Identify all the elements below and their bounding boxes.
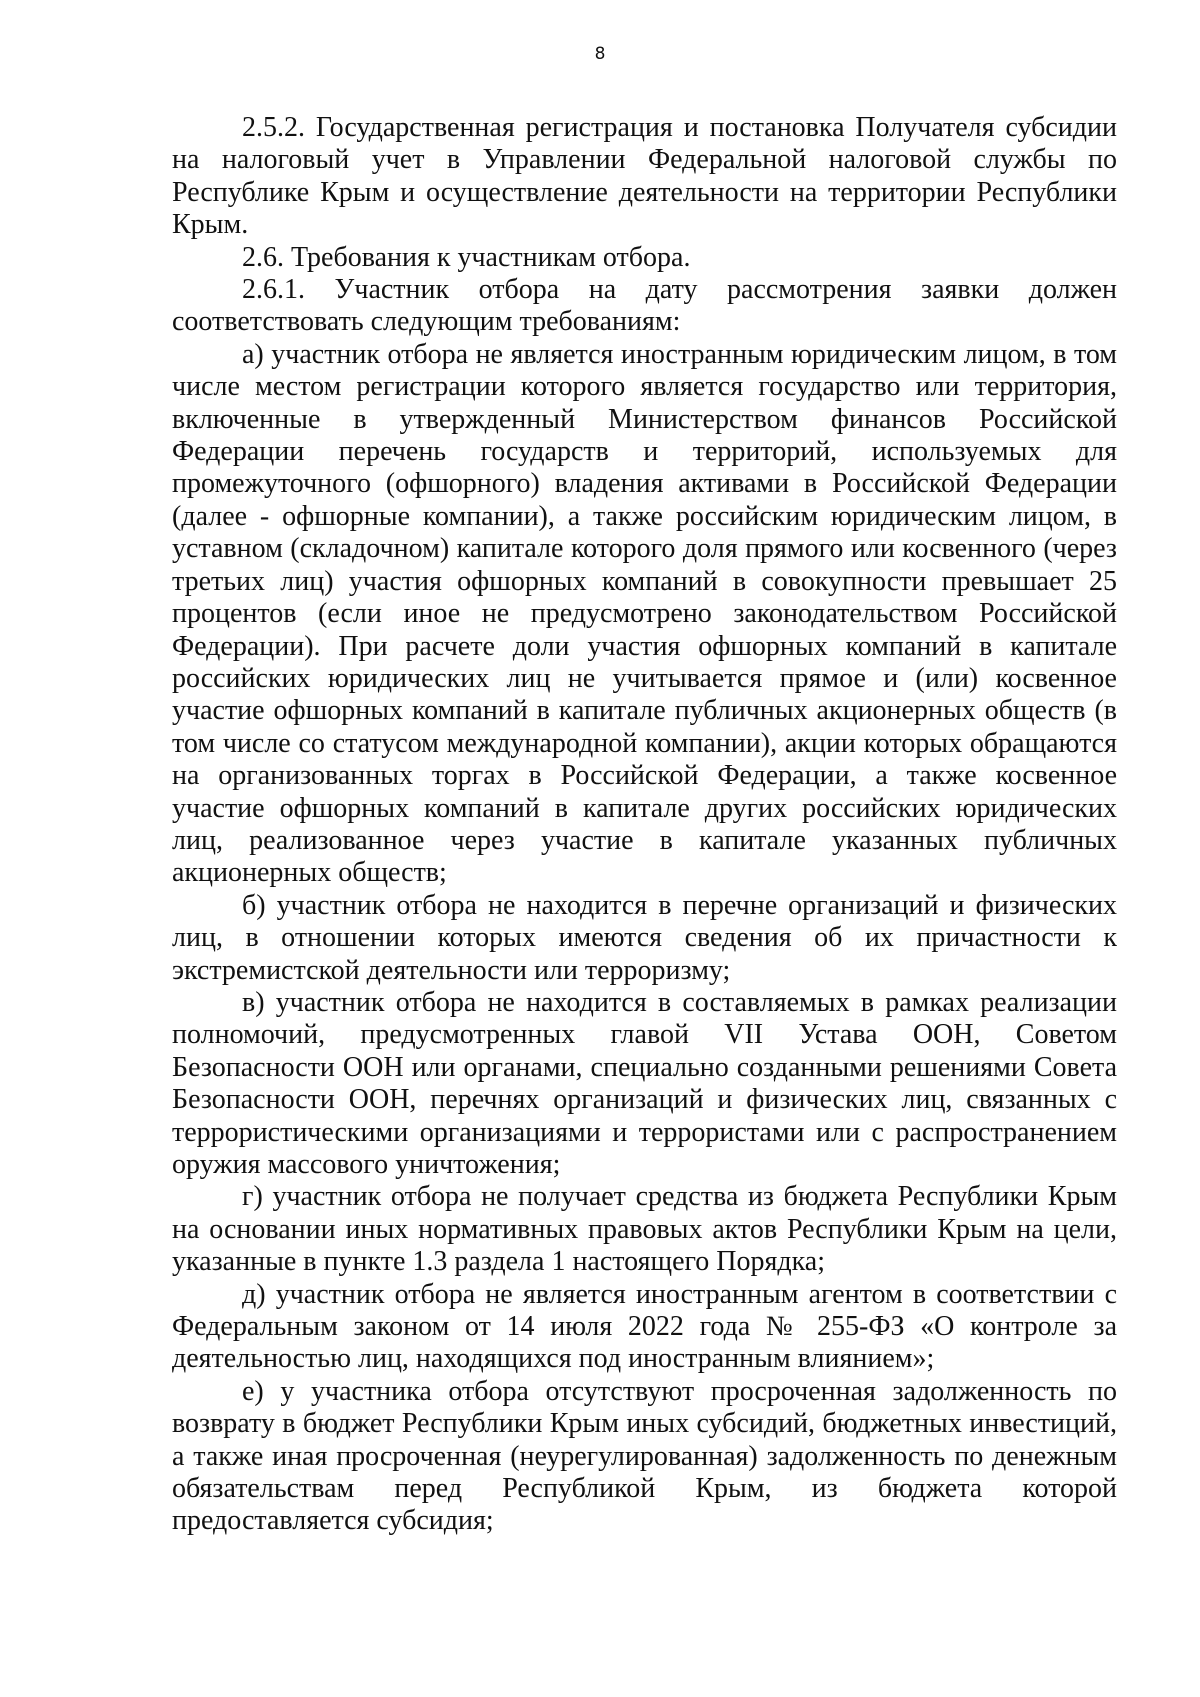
list-item-v: в) участник отбора не находится в составляемых в рамках реализации полномочий, предусмотренных главой VII Устава ООН, Советом Безопасности ООН или органами, специально созданными решениями Совета Безопасности ООН, перечнях организаций и физических лиц, связанных с террористическими организациями и террористами или с распространением оружия массового уничтожения; — [172, 986, 1117, 1180]
document-body — [172, 112, 1117, 1538]
paragraph-2-6-heading: 2.6. Требования к участникам отбора. — [242, 241, 691, 273]
list-item-a: а) участник отбора не является иностранным юридическим лицом, в том числе местом регистрации которого является государство или территория, включенные в утвержденный Министерством финансов Российской Федерации перечень государств и территорий, используемых для промежуточного (офшорного) владения активами в Российской Федерации (далее - офшорные компании), а также российским юридическим лицом, в уставном (складочном) капитале которого доля прямого или косвенного (через третьих лиц) участия офшорных компаний в совокупности превышает 25 процентов (если иное не предусмотрено законодательством Российской Федерации). При расчете доли участия офшорных компаний в капитале российских юридических лиц не учитывается прямое и (или) косвенное участие офшорных компаний в капитале публичных акционерных обществ (в том числе со статусом международной компании), акции которых обращаются на организованных торгах в Российской Федерации, а также косвенное участие офшорных компаний в капитале других российских юридических лиц, реализованное через участие в капитале указанных публичных акционерных обществ; — [172, 338, 1117, 889]
list-item-e: е) у участника отбора отсутствуют просроченная задолженность по возврату в бюджет Республики Крым иных субсидий, бюджетных инвестиций, а также иная просроченная (неурегулированная) задолженность по денежным обязательствам перед Республикой Крым, из бюджета которой предоставляется субсидия; — [172, 1375, 1117, 1537]
paragraph-2-5-2: 2.5.2. Государственная регистрация и постановка Получателя субсидии на налоговый учет в Управлении Федеральной налоговой службы по Республике Крым и осуществление деятельности на территории Республики Крым. — [172, 112, 1117, 241]
page-number: 8 — [594, 44, 606, 64]
list-item-b: б) участник отбора не находится в перечне организаций и физических лиц, в отношении которых имеются сведения об их причастности к экстремистской деятельности или терроризму; — [172, 889, 1117, 986]
list-item-d: д) участник отбора не является иностранным агентом в соответствии с Федеральным законом от 14 июля 2022 года № 255-ФЗ «О контроле за деятельностью лиц, находящихся под иностранным влиянием»; — [172, 1278, 1117, 1375]
paragraph-2-6-1: 2.6.1. Участник отбора на дату рассмотрения заявки должен соответствовать следующим требованиям: — [172, 274, 1117, 338]
list-item-g: г) участник отбора не получает средства из бюджета Республики Крым на основании иных нормативных правовых актов Республики Крым на цели, указанные в пункте 1.3 раздела 1 настоящего Порядка; — [172, 1181, 1117, 1278]
